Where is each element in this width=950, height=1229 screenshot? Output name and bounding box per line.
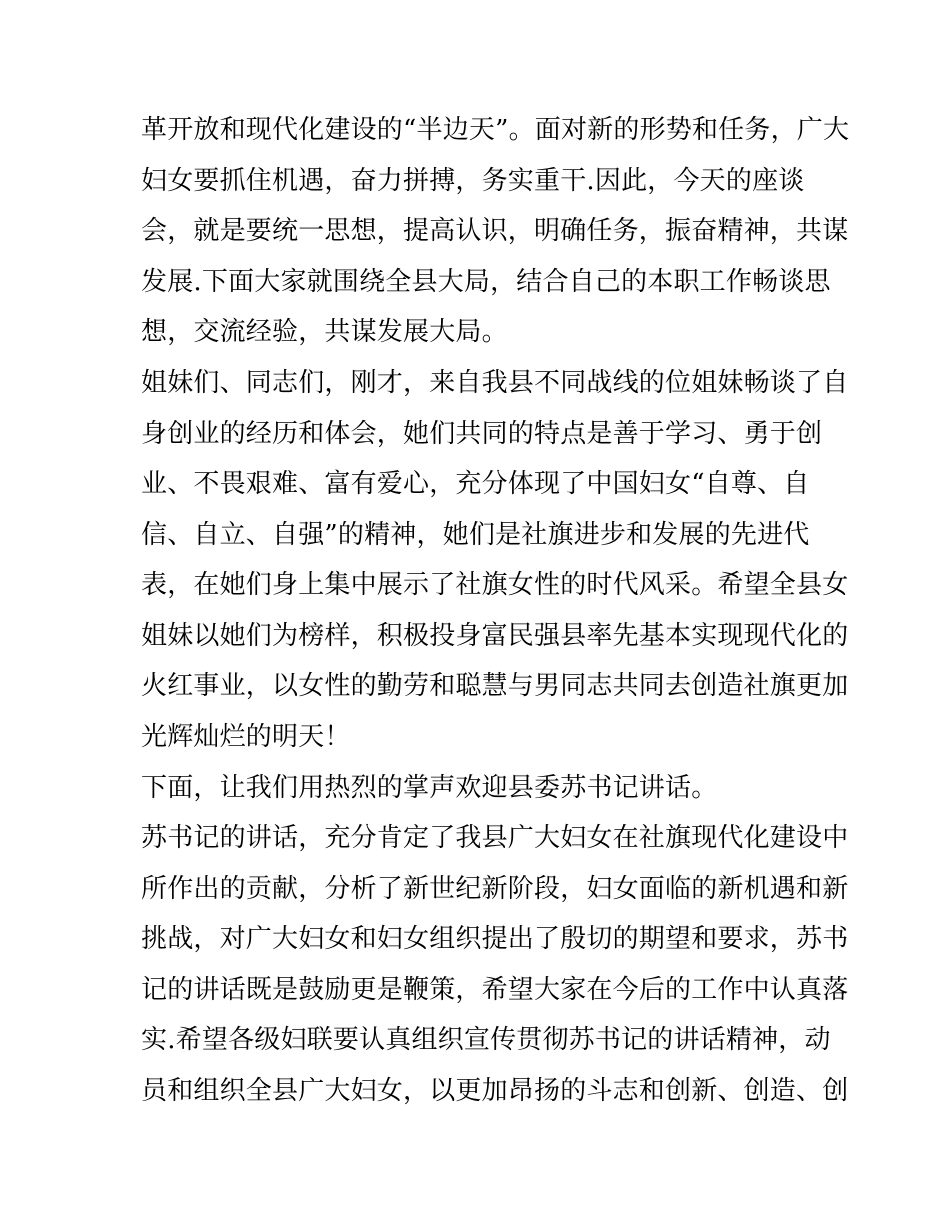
text-line: 实.希望各级妇联要认真组织宣传贯彻苏书记的讲话精神，动 bbox=[141, 1025, 831, 1055]
text-line: 员和组织全县广大妇女，以更加昂扬的斗志和创新、创造、创 bbox=[141, 1076, 849, 1106]
text-line: 光辉灿烂的明天！ bbox=[141, 722, 351, 752]
text-line: 下面，让我们用热烈的掌声欢迎县委苏书记讲话。 bbox=[141, 773, 718, 803]
text-line: 发展.下面大家就围绕全县大局，结合自己的本职工作畅谈思 bbox=[141, 267, 831, 297]
text-line: 姐妹们、同志们，刚才，来自我县不同战线的位姐妹畅谈了自 bbox=[141, 368, 849, 398]
text-line: 身创业的经历和体会，她们共同的特点是善于学习、勇于创 bbox=[141, 419, 823, 449]
text-line: 信、自立、自强”的精神，她们是社旗进步和发展的先进代 bbox=[141, 520, 810, 550]
text-line: 火红事业，以女性的勤劳和聪慧与男同志共同去创造社旗更加 bbox=[141, 671, 849, 701]
text-line: 会，就是要统一思想，提高认识，明确任务，振奋精神，共谋 bbox=[141, 216, 849, 246]
text-line: 革开放和现代化建设的“半边天”。面对新的形势和任务，广大 bbox=[141, 115, 850, 145]
text-line: 记的讲话既是鼓励更是鞭策，希望大家在今后的工作中认真落 bbox=[141, 975, 849, 1005]
text-line: 业、不畏艰难、富有爱心，充分体现了中国妇女“自尊、自 bbox=[141, 469, 810, 499]
text-line: 表，在她们身上集中展示了社旗女性的时代风采。希望全县女 bbox=[141, 570, 849, 600]
text-line: 妇女要抓住机遇，奋力拼搏，务实重干.因此，今天的座谈 bbox=[141, 166, 805, 196]
text-line: 所作出的贡献，分析了新世纪新阶段，妇女面临的新机遇和新 bbox=[141, 874, 849, 904]
text-line: 苏书记的讲话，充分肯定了我县广大妇女在社旗现代化建设中 bbox=[141, 823, 849, 853]
text-line: 想，交流经验，共谋发展大局。 bbox=[141, 317, 508, 347]
text-line: 挑战，对广大妇女和妇女组织提出了殷切的期望和要求，苏书 bbox=[141, 924, 849, 954]
text-line: 姐妹以她们为榜样，积极投身富民强县率先基本实现现代化的 bbox=[141, 621, 849, 651]
